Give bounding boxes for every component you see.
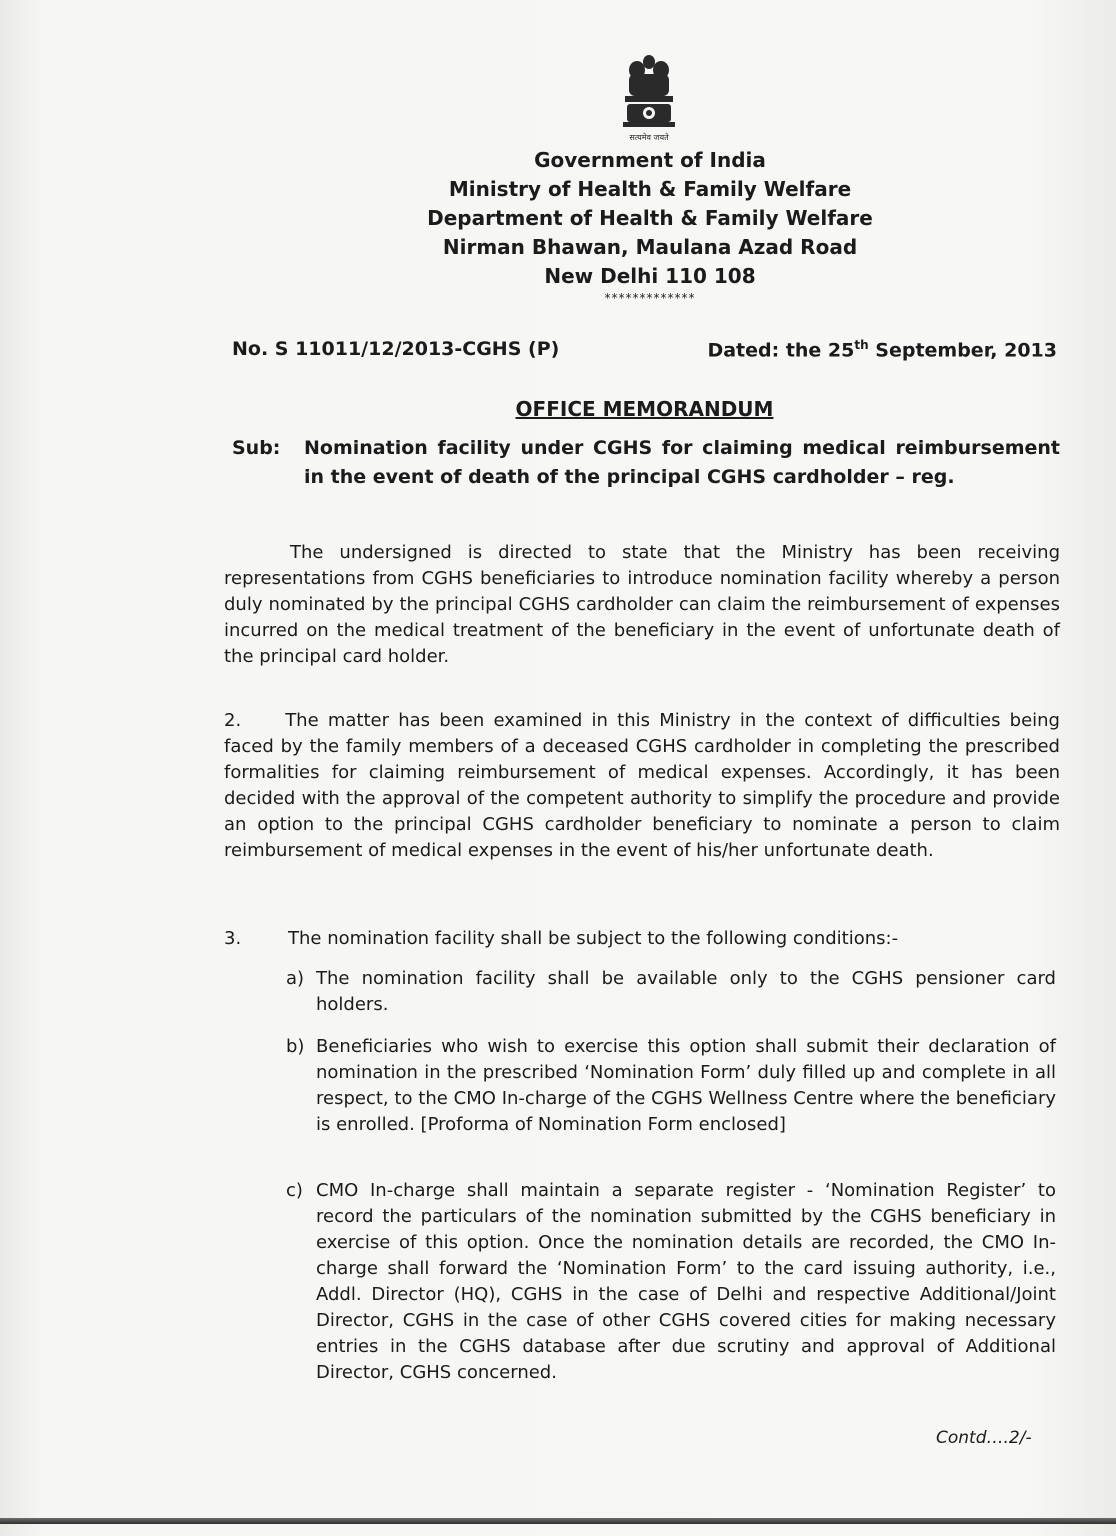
header-ministry: Ministry of Health & Family Welfare <box>448 177 852 201</box>
subject-text: Nomination facility under CGHS for claiming medical reimbursement in the event of death of the principal CGHS cardholder – reg. <box>304 437 1060 488</box>
header-city: New Delhi 110 108 <box>544 264 756 288</box>
subject-label: Sub: <box>232 437 281 459</box>
file-number: No. S 11011/12/2013-CGHS (P) <box>232 338 560 360</box>
emblem-motto: सत्यमेव जयते <box>629 133 669 142</box>
header-stars: ************* <box>604 291 696 305</box>
condition-c: c) CMO In-charge shall maintain a separate register - ‘Nomination Register’ to record the particulars of the nomination submitted by the CGHS beneficiary in exercise of this option. Once the nomination details are recorded, the CMO In-charge shall forward the ‘Nomination Form’ to the card issuing authority, i.e., Addl. Director (HQ), CGHS in the case of Delhi and respective Additional/Joint Director, CGHS in the case of other CGHS covered cities for making necessary entries in the CGHS database after due scrutiny and approval of Additional Director, CGHS concerned. <box>286 1180 1056 1383</box>
document-title: OFFICE MEMORANDUM <box>515 397 774 421</box>
letterhead <box>400 146 900 305</box>
paragraph-2-number: 2. <box>224 710 242 731</box>
date: Dated: the 25th September, 2013 <box>707 338 1057 362</box>
condition-a: a) The nomination facility shall be available only to the CGHS pensioner card holders. <box>286 968 1056 1015</box>
paragraph-2: 2. The matter has been examined in this Ministry in the context of difficulties being faced by the family members of a deceased CGHS cardholder in completing the prescribed formalities for claiming reimbursement of medical expenses. Accordingly, it has been decided with the approval of the competent authority to simplify the procedure and provide an option to the principal CGHS cardholder beneficiary to nominate a person to claim reimbursement of medical expenses in the event of his/her unfortunate death. <box>224 710 1060 861</box>
subject-line <box>232 434 1060 492</box>
national-emblem-icon <box>615 52 683 144</box>
paragraph-3-number: 3. <box>224 928 242 949</box>
header-government: Government of India <box>534 148 766 172</box>
header-department: Department of Health & Family Welfare <box>427 206 873 230</box>
paragraph-1: The undersigned is directed to state that the Ministry has been receiving representations from CGHS beneficiaries to introduce nomination facility whereby a person duly nominated by the principal CGHS cardholder can claim the reimbursement of expenses incurred on the medical treatment of the beneficiary in the event of unfortunate death of the principal card holder. <box>224 542 1060 667</box>
continued-marker: Contd….2/- <box>936 1428 1032 1448</box>
page-bottom-edge <box>0 1518 1116 1524</box>
condition-b: b) Beneficiaries who wish to exercise this option shall submit their declaration of nomination in the prescribed ‘Nomination Form’ duly filled up and complete in all respect, to the CMO In-charge of the CGHS Wellness Centre where the beneficiary is enrolled. [Proforma of Nomination Form enclosed] <box>286 1036 1056 1135</box>
paragraph-3-text: The nomination facility shall be subject to the following conditions:- <box>288 928 899 949</box>
header-address: Nirman Bhawan, Maulana Azad Road <box>442 235 858 259</box>
